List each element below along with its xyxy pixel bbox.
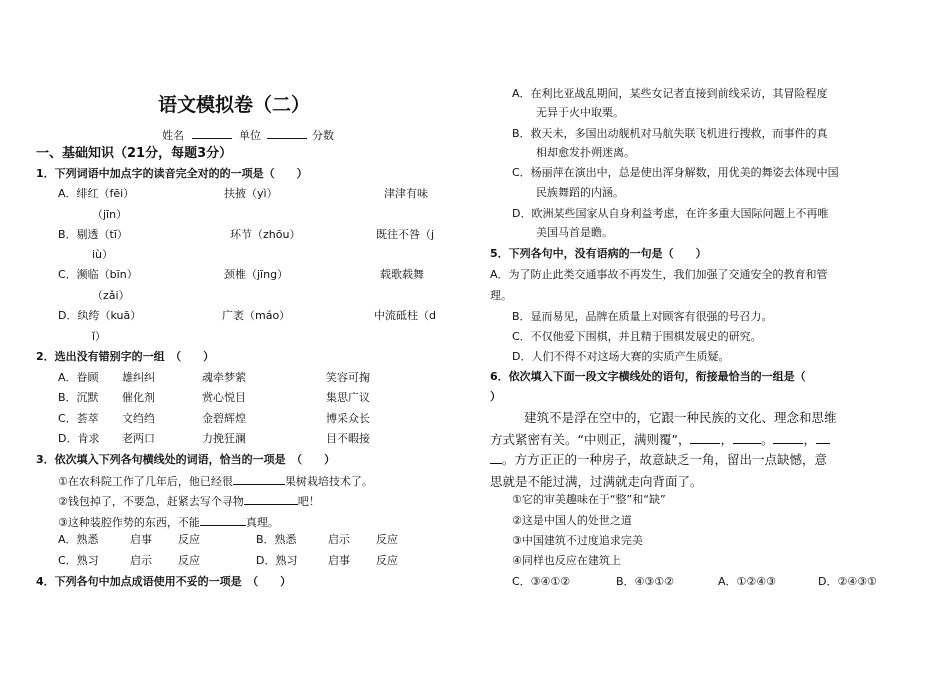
q2-option-a-word4: 笑容可掬 [326, 371, 370, 384]
q3-s1-end: 果树栽培技术了。 [284, 475, 373, 488]
q4-option-a: A．在利比亚战乱期间，某些女记者直接到前线采访，其冒险程度 [512, 87, 828, 100]
q2-option-b-word3: 赏心悦目 [202, 391, 246, 404]
q2-option-d-word1: D．肯求 [58, 432, 100, 445]
q5-option-d: D．人们不得不对这场大赛的实质产生质疑。 [512, 350, 730, 363]
q2-option-a-word1: A．眷顾 [58, 371, 99, 384]
q6-passage-line-4: 思就是不能过满，过满就走向背面了。 [490, 474, 703, 489]
q3-c-w3: 反应 [178, 554, 200, 567]
q6-blank-1[interactable] [690, 432, 720, 444]
q2-option-c-word1: C．荟萃 [58, 412, 99, 425]
score-label: 分数 [312, 129, 334, 142]
q2-option-d-word4: 目不暇接 [326, 432, 370, 445]
q5-option-c: C．不仅他爱下围棋，并且精于围棋发展史的研究。 [512, 330, 762, 343]
q3-s3-end: 真理。 [245, 516, 279, 529]
q1-option-d-pinyin: ǐ） [92, 330, 107, 343]
q3-s3-text: ③这种装腔作势的东西，不能 [58, 516, 200, 529]
q3-d-w3: 反应 [376, 554, 398, 567]
q1-option-c-word2: 颈椎（jīng） [224, 268, 289, 281]
q2-option-b-word2: 催化剂 [122, 391, 155, 404]
question-4-stem: 4．下列各句中加点成语使用不妥的一项是 （ ） [36, 575, 292, 588]
q2-option-c-word3: 金碧辉煌 [202, 412, 246, 425]
name-label: 姓名 [162, 129, 184, 142]
q1-option-d-word3: 中流砥柱（d [374, 309, 436, 322]
q3-b-w3: 反应 [376, 533, 398, 546]
q6-option-b: B．④③①② [616, 575, 674, 588]
q2-option-d-word3: 力挽狂澜 [202, 432, 246, 445]
question-5-stem: 5．下列各句中，没有语病的一句是（ ） [490, 247, 707, 260]
q3-d-w2: 启事 [328, 554, 350, 567]
q3-option-a [58, 533, 99, 547]
q6-blank-2[interactable] [733, 432, 761, 444]
q3-option-b: B．熟悉 [256, 533, 297, 546]
q3-c-w2: 启示 [130, 554, 152, 567]
q6-sentence-1: ①它的审美趣味在于“整”和“缺” [512, 493, 666, 506]
question-6-stem-cont: ） [490, 390, 501, 403]
q3-sentence-3 [58, 514, 279, 530]
q3-a-w3: 反应 [178, 533, 200, 546]
q3-sentence-1 [58, 473, 373, 489]
unit-label: 单位 [239, 129, 261, 142]
q5-option-a: A．为了防止此类交通事故不再发生，我们加强了交通安全的教育和管 [490, 268, 828, 281]
q5-option-b: B．显而易见，品牌在质量上对顾客有很强的号召力。 [512, 310, 773, 323]
q6-option-a: A．①②④③ [718, 575, 776, 588]
q4-option-d-cont: 美国马首是瞻。 [536, 226, 613, 239]
q2-option-b-word1: B．沉默 [58, 391, 99, 404]
q4-option-d: D．欧洲某些国家从自身利益考虑，在许多重大国际问题上不再唯 [512, 207, 829, 220]
q1-option-b-word3: 既往不咎（j [376, 228, 435, 241]
question-1-stem: 1．下列词语中加点字的读音完全对的的一项是（ ） [36, 167, 308, 180]
q2-option-b-word4: 集思广议 [326, 391, 370, 404]
q6-passage-text: 方式紧密有关。“中则正，满则覆”， [490, 432, 691, 447]
unit-blank[interactable] [267, 127, 307, 139]
q3-blank-1[interactable] [233, 473, 285, 485]
q1-option-b-pinyin: iù） [92, 248, 114, 261]
q4-option-a-cont: 无异于火中取栗。 [536, 106, 624, 119]
q4-option-c: C．杨丽萍在演出中，总是使出浑身解数，用优美的舞姿去体现中国 [512, 166, 839, 179]
q3-blank-3[interactable] [200, 514, 246, 526]
q1-option-c-pinyin: （zǎi） [92, 289, 130, 302]
q4-option-c-cont: 民族舞蹈的内涵。 [536, 186, 624, 199]
q6-blank-4[interactable] [816, 432, 830, 444]
q3-a-w1: A．熟悉 [58, 533, 99, 546]
q2-option-a-word2: 雄纠纠 [122, 371, 155, 384]
q1-option-a: A．绯红（fēi） [58, 187, 135, 200]
q6-comma-2: ， [803, 432, 816, 447]
q1-option-d: D．纨绔（kuā） [58, 309, 142, 322]
student-info [162, 127, 334, 143]
section-heading: 一、基础知识（21分，每题3分） [36, 146, 233, 161]
q1-option-b: B．剔透（tī） [58, 228, 128, 241]
q5-option-a-cont: 理。 [490, 289, 512, 302]
q2-option-d-word2: 老两口 [122, 432, 155, 445]
q1-option-c: C．濒临（bīn） [58, 268, 138, 281]
q6-passage-line-2 [490, 432, 830, 448]
q3-a-w2: 启事 [130, 533, 152, 546]
q6-option-d: D．②④③① [818, 575, 877, 588]
q3-s2-end: 吧！ [297, 495, 320, 508]
name-blank[interactable] [192, 127, 232, 139]
q1-option-c-word3: 载歌载舞 [380, 268, 424, 281]
q3-sentence-2 [58, 493, 320, 509]
q6-sentence-3: ③中国建筑不过度追求完美 [512, 534, 643, 547]
q6-blank-3[interactable] [773, 432, 803, 444]
q1-option-b-word2: 环节（zhōu） [230, 228, 301, 241]
q3-option-d: D．熟习 [256, 554, 298, 567]
q1-option-a-word2: 扶掖（yì） [224, 187, 278, 200]
q6-sentence-4: ④同样也反应在建筑上 [512, 554, 621, 567]
q6-comma-1: ， [720, 432, 733, 447]
q3-blank-2[interactable] [244, 493, 298, 505]
page-title: 语文模拟卷（二） [158, 94, 311, 116]
question-2-stem: 2．选出没有错别字的一组 （ ） [36, 350, 215, 363]
q3-s1-text: ①在农科院工作了几年后，他已经很 [58, 475, 233, 488]
q1-option-a-pinyin: （jīn） [92, 208, 128, 221]
q1-option-d-word2: 广袤（máo） [222, 309, 291, 322]
q2-option-a-word3: 魂牵梦萦 [202, 371, 246, 384]
question-3-stem: 3．依次填入下列各句横线处的词语，恰当的一项是 （ ） [36, 453, 336, 466]
q3-b-w2: 启示 [328, 533, 350, 546]
q6-sentence-2: ②这是中国人的处世之道 [512, 514, 632, 527]
q6-blank-4-cont[interactable] [490, 452, 502, 464]
q6-passage-line-3 [490, 452, 827, 468]
q4-option-b-cont: 相却愈发扑朔迷离。 [536, 146, 635, 159]
q6-option-c: C．③④①② [512, 575, 571, 588]
q4-option-b: B．救天未，多国出动舰机对马航失联飞机进行搜救，而事件的真 [512, 127, 828, 140]
q3-s2-text: ②钱包掉了，不要急，赶紧去写个寻物 [58, 495, 244, 508]
q6-passage-text-3: 。方方正正的一种房子，故意缺乏一角，留出一点缺憾，意 [502, 452, 828, 467]
q6-passage-line-1: 建筑不是浮在空中的，它跟一种民族的文化、理念和思维 [524, 410, 837, 425]
q1-option-a-word3: 津津有味 [384, 187, 428, 200]
q3-option-c: C．熟习 [58, 554, 99, 567]
q2-option-c-word4: 博采众长 [326, 412, 370, 425]
q6-period-1: 。 [760, 432, 774, 447]
question-6-stem: 6．依次填入下面一段文字横线处的语句，衔接最恰当的一组是（ [490, 370, 806, 383]
q2-option-c-word2: 文绉绉 [122, 412, 155, 425]
